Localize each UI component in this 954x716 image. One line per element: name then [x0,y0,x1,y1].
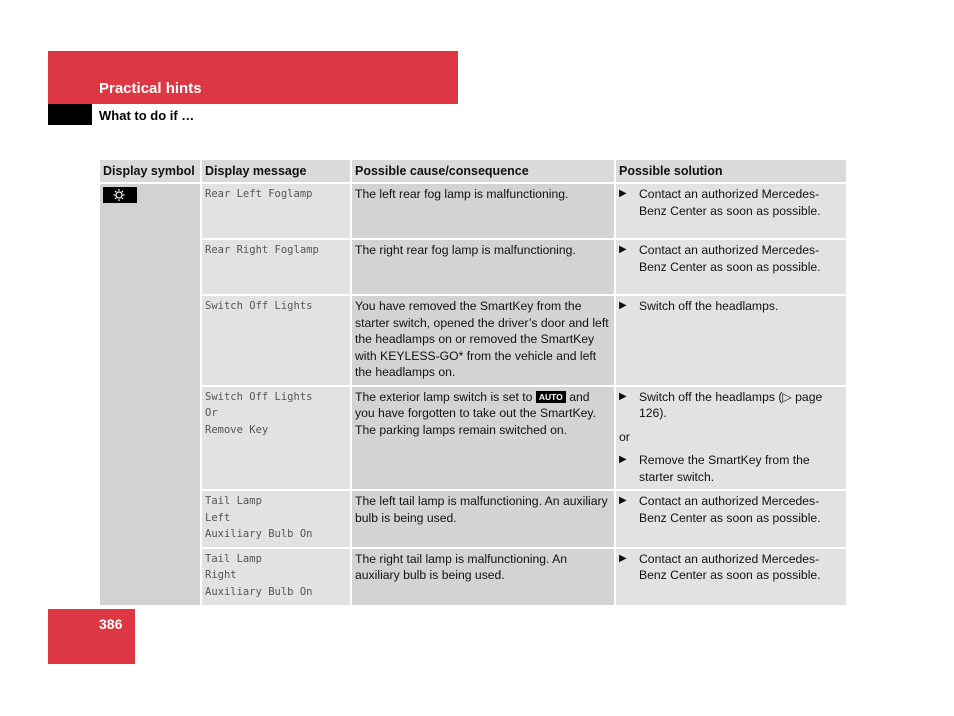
solution-cell [616,387,846,490]
solution-text: Switch off the headlamps (▷ page 126). [639,389,823,420]
message-line: Auxiliary Bulb On [205,528,313,541]
section-marker [48,104,92,125]
solution-cell [616,491,846,547]
display-message: Rear Right Foglamp [202,240,350,294]
solution-text: Contact an authorized Mercedes-Benz Center as soon as possible. [639,551,821,583]
solution-text: Switch off the headlamps. [639,299,779,313]
table-row [100,549,846,605]
cause-text [352,387,614,490]
cause-text-part: and you have forgotten to take out the SmartKey. The parking lamps remain switched on. [355,389,596,437]
bullet-arrow-icon: ▶ [619,454,627,465]
cause-text: The left rear fog lamp is malfunctioning. [352,184,614,238]
solution-text: Contact an authorized Mercedes-Benz Center as soon as possible. [639,494,821,525]
solution-cell [616,240,846,294]
message-line: Auxiliary Bulb On [205,585,313,598]
solution-item [619,242,843,275]
solution-text: Remove the SmartKey from the starter switch. [639,453,810,484]
solution-cell [616,184,846,238]
bullet-arrow-icon: ▶ [619,188,627,199]
bullet-arrow-icon: ▶ [619,244,627,255]
cause-text-part: The exterior lamp switch is set to [355,389,533,404]
display-message: Switch Off Lights [202,296,350,385]
column-header-display-message: Display message [202,160,350,182]
table-row [100,387,846,490]
cause-text: The right tail lamp is malfunctioning. An auxiliary bulb is being used. [352,549,614,605]
auto-switch-icon: AUTO [536,391,566,403]
message-line: Right [205,569,237,582]
solution-item [619,186,843,219]
solution-text: Contact an authorized Mercedes-Benz Center as soon as possible. [639,187,821,218]
bullet-arrow-icon: ▶ [619,495,627,506]
bullet-arrow-icon: ▶ [619,300,627,311]
table-row [100,491,846,547]
column-header-solution: Possible solution [616,160,846,182]
display-message: Rear Left Foglamp [202,184,350,238]
message-line: Remove Key [205,423,269,436]
display-message [202,549,350,605]
message-line: Tail Lamp [205,495,262,507]
page-number: 386 [99,616,123,632]
subsection-title: What to do if … [99,108,195,123]
message-line: Tail Lamp [205,552,262,565]
display-message [202,387,350,490]
solution-item [619,493,843,526]
column-header-display-symbol: Display symbol [100,160,200,182]
table-row [100,184,846,238]
rear-fog-lamp-icon [103,187,137,203]
display-symbol-cell [100,184,200,605]
message-line: Switch Off Lights [205,390,313,403]
solution-item [619,298,843,315]
solution-item [619,389,843,422]
hints-table [98,158,848,607]
table-row [100,296,846,385]
display-message [202,491,350,547]
cause-text: The left tail lamp is malfunctioning. An auxiliary bulb is being used. [352,491,614,547]
solution-item [619,551,843,584]
cause-text: You have removed the SmartKey from the starter switch, opened the driver’s door and left the headlamps on or removed the SmartKey with KEYLESS-GO* from the vehicle and left the headlamps on. [352,296,614,385]
solution-cell [616,549,846,605]
message-line: Left [205,511,231,524]
cause-text: The right rear fog lamp is malfunctioning. [352,240,614,294]
bullet-arrow-icon: ▶ [619,552,627,564]
solution-cell [616,296,846,385]
message-line: Or [205,407,218,420]
bullet-arrow-icon: ▶ [619,390,627,402]
section-title: Practical hints [99,80,202,97]
column-header-cause: Possible cause/consequence [352,160,614,182]
table-header-row [100,160,846,182]
table-row [100,240,846,294]
solution-item [619,452,843,485]
solution-text: Contact an authorized Mercedes-Benz Center as soon as possible. [639,243,821,274]
or-separator: or [619,429,630,444]
